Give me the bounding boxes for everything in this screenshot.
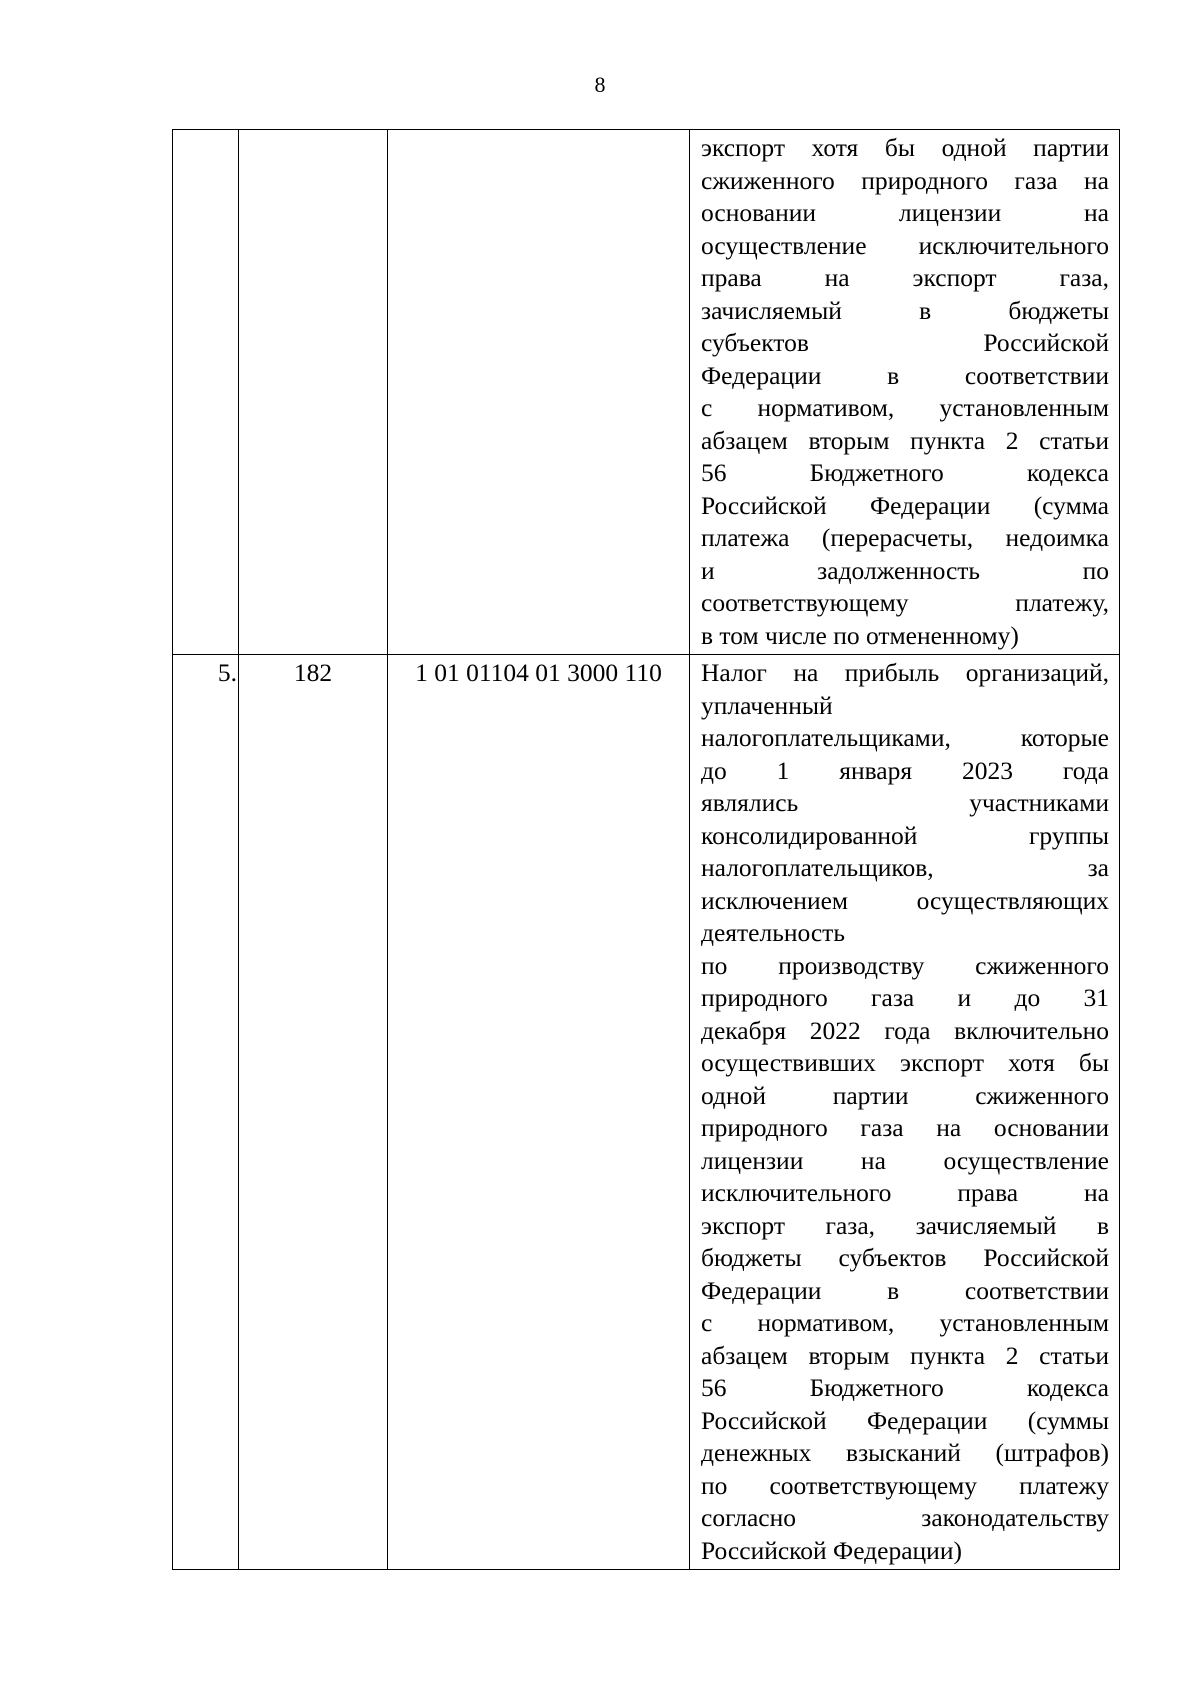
description-line: лицензии на осуществление xyxy=(701,1145,1109,1175)
description-line: денежных взысканий (штрафов) xyxy=(701,1438,1109,1467)
description-line: в том числе по отмененному) xyxy=(701,620,1019,650)
table-row xyxy=(173,130,1120,655)
description-line: природного газа на основании xyxy=(701,1113,1109,1142)
description-line: платежа (перерасчеты, недоимка xyxy=(701,523,1109,552)
description-line: экспорт газа, зачисляемый в xyxy=(701,1210,1109,1240)
description-line: с нормативом, установленным xyxy=(701,1308,1109,1337)
table-row xyxy=(173,655,1120,1570)
description-line: Российской Федерации (сумма xyxy=(701,490,1109,520)
description-line: абзацем вторым пункта 2 статьи xyxy=(701,1340,1109,1370)
description-line: субъектов Российской xyxy=(701,328,1109,357)
kbk-code-cell xyxy=(388,130,690,655)
description-line: по соответствующему платежу xyxy=(701,1470,1109,1500)
description-line: Российской Федерации) xyxy=(701,1535,962,1565)
description-cell xyxy=(690,655,1120,1570)
description-line: природного газа и до 31 xyxy=(701,983,1109,1012)
description-line: осуществление исключительного xyxy=(701,230,1109,260)
description-line: являлись участниками xyxy=(701,788,1109,817)
description-line: сжиженного природного газа на xyxy=(701,165,1109,195)
row-number-cell: 5. xyxy=(173,655,239,1570)
table-body xyxy=(173,130,1120,1570)
description-line: по производству сжиженного xyxy=(701,950,1109,980)
description-line: исключением осуществляющих xyxy=(701,885,1109,915)
description-line: деятельность xyxy=(701,918,845,947)
description-line: Федерации в соответствии xyxy=(701,1275,1109,1305)
description-cell xyxy=(690,130,1120,655)
description-line: бюджеты субъектов Российской xyxy=(701,1243,1109,1272)
description-line: с нормативом, установленным xyxy=(701,393,1109,422)
description-line: до 1 января 2023 года xyxy=(701,755,1109,785)
admin-code-cell xyxy=(239,130,388,655)
description-line: одной партии сжиженного xyxy=(701,1080,1109,1110)
revenue-codes-table xyxy=(172,129,1120,1570)
description-line: права на экспорт газа, xyxy=(701,263,1109,292)
description-line: и задолженность по xyxy=(701,555,1109,585)
description-line: Федерации в соответствии xyxy=(701,360,1109,390)
description-line: абзацем вторым пункта 2 статьи xyxy=(701,425,1109,455)
description-line: 56 Бюджетного кодекса xyxy=(701,458,1109,487)
admin-code-cell: 182 xyxy=(239,655,388,1570)
description-line: 56 Бюджетного кодекса xyxy=(701,1373,1109,1402)
description-line: осуществивших экспорт хотя бы xyxy=(701,1048,1109,1077)
kbk-code-cell: 1 01 01104 01 3000 110 xyxy=(388,655,690,1570)
description-line: исключительного права на xyxy=(701,1178,1109,1207)
description-line: зачисляемый в бюджеты xyxy=(701,295,1109,325)
description-line: декабря 2022 года включительно xyxy=(701,1015,1109,1045)
row-number-cell xyxy=(173,130,239,655)
description-line: экспорт хотя бы одной партии xyxy=(701,133,1109,162)
description-line: уплаченный xyxy=(701,690,833,720)
description-line: Налог на прибыль организаций, xyxy=(701,658,1109,687)
page-number: 8 xyxy=(594,72,606,97)
description-line: Российской Федерации (суммы xyxy=(701,1405,1109,1435)
description-line: налогоплательщиков, за xyxy=(701,853,1109,882)
description-line: основании лицензии на xyxy=(701,198,1109,227)
description-line: консолидированной группы xyxy=(701,820,1109,850)
description-line: соответствующему платежу, xyxy=(701,588,1109,617)
description-line: налогоплательщиками, которые xyxy=(701,723,1109,752)
description-line: согласно законодательству xyxy=(701,1503,1109,1532)
